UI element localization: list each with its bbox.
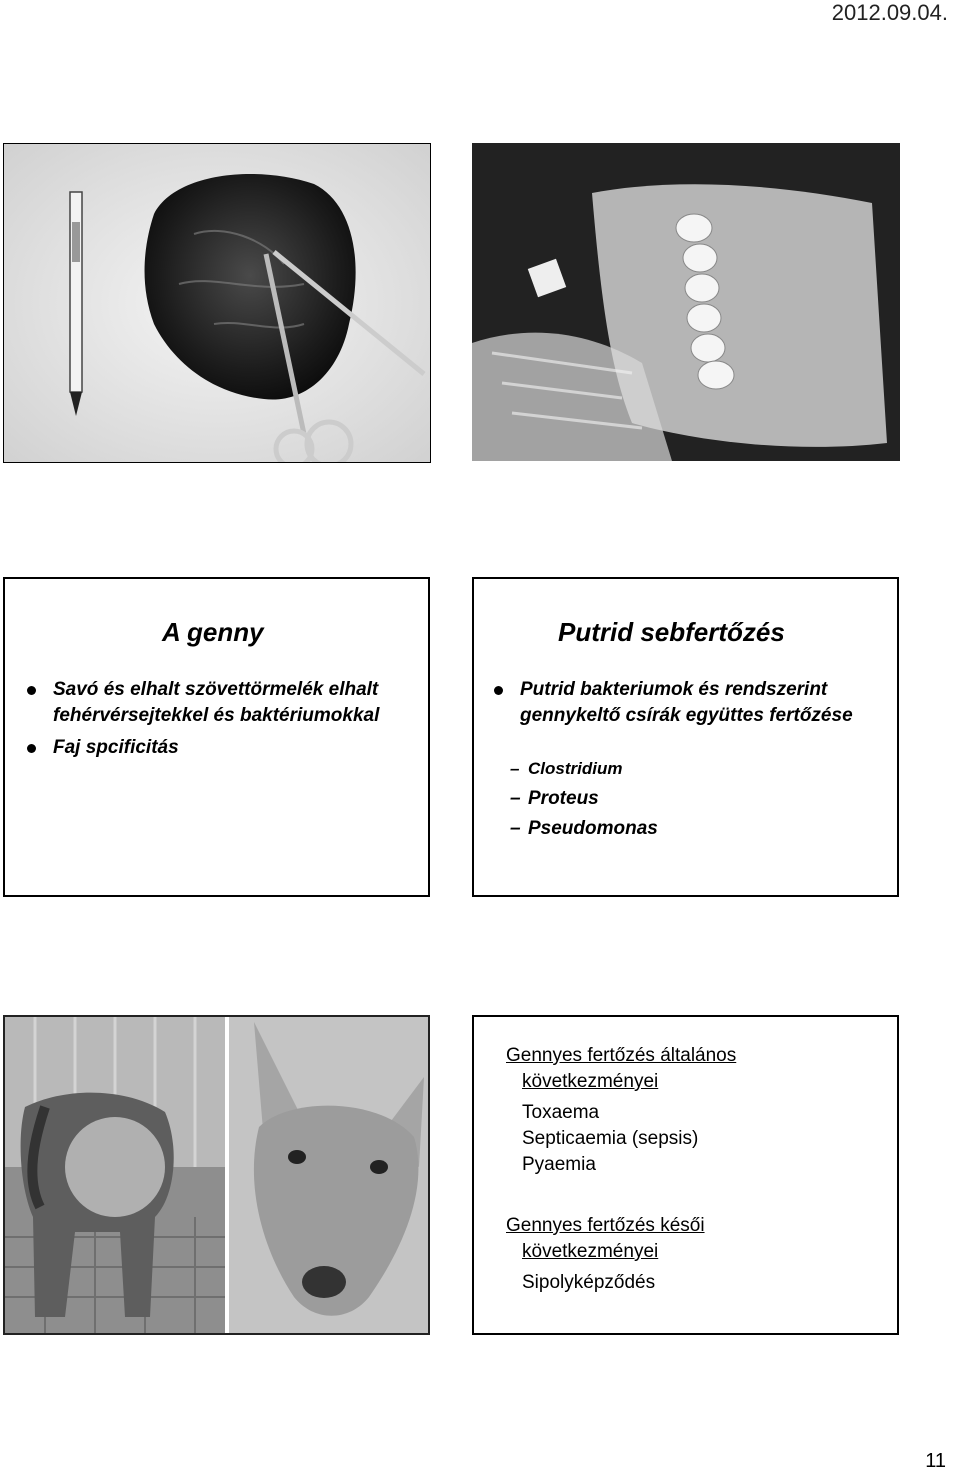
slide-a-genny xyxy=(3,577,430,897)
slide-title: A genny xyxy=(162,617,264,647)
sub-item-label: Clostridium xyxy=(528,759,623,778)
late-heading-line-2: következményei xyxy=(522,1241,659,1262)
general-item: Septicaemia (sepsis) xyxy=(522,1128,699,1149)
sub-item-label: Proteus xyxy=(528,788,599,809)
slide-animal-photos xyxy=(3,1015,430,1335)
late-item: Sipolyképződés xyxy=(522,1272,656,1293)
header-date: 2012.09.04. xyxy=(831,0,948,25)
bullet-item: Savó és elhalt szövettörmelék elhalt fehérvérsejtekkel és baktériumokkal xyxy=(25,677,415,729)
general-heading-line-1: Gennyes fertőzés általános xyxy=(506,1045,737,1066)
bullet-list xyxy=(25,677,415,767)
dog-face-photo xyxy=(229,1017,430,1333)
slide-title: Putrid sebfertőzés xyxy=(558,617,785,647)
bullet-item: Putrid bakteriumok és rendszerint gennykeltő csírák együttes fertőzése xyxy=(492,677,887,729)
slide-putrid xyxy=(472,577,899,897)
abscess-photo xyxy=(3,143,431,463)
sub-item-label: Pseudomonas xyxy=(528,818,658,839)
late-heading-line-1: Gennyes fertőzés késői xyxy=(506,1215,705,1236)
page-number: 11 xyxy=(925,1450,946,1472)
general-item: Toxaema xyxy=(522,1102,600,1123)
horse-swelling-photo xyxy=(5,1017,225,1333)
general-heading-line-2: következményei xyxy=(522,1071,659,1092)
sub-item: – Pseudomonas xyxy=(510,818,658,839)
general-item: Pyaemia xyxy=(522,1154,596,1175)
wound-teeth-photo xyxy=(472,143,900,461)
sub-item: – Proteus xyxy=(510,788,599,809)
bullet-list xyxy=(492,677,887,735)
bullet-item: Faj spcificitás xyxy=(25,735,415,761)
sub-item: – Clostridium xyxy=(510,759,623,778)
slide-consequences xyxy=(472,1015,899,1335)
